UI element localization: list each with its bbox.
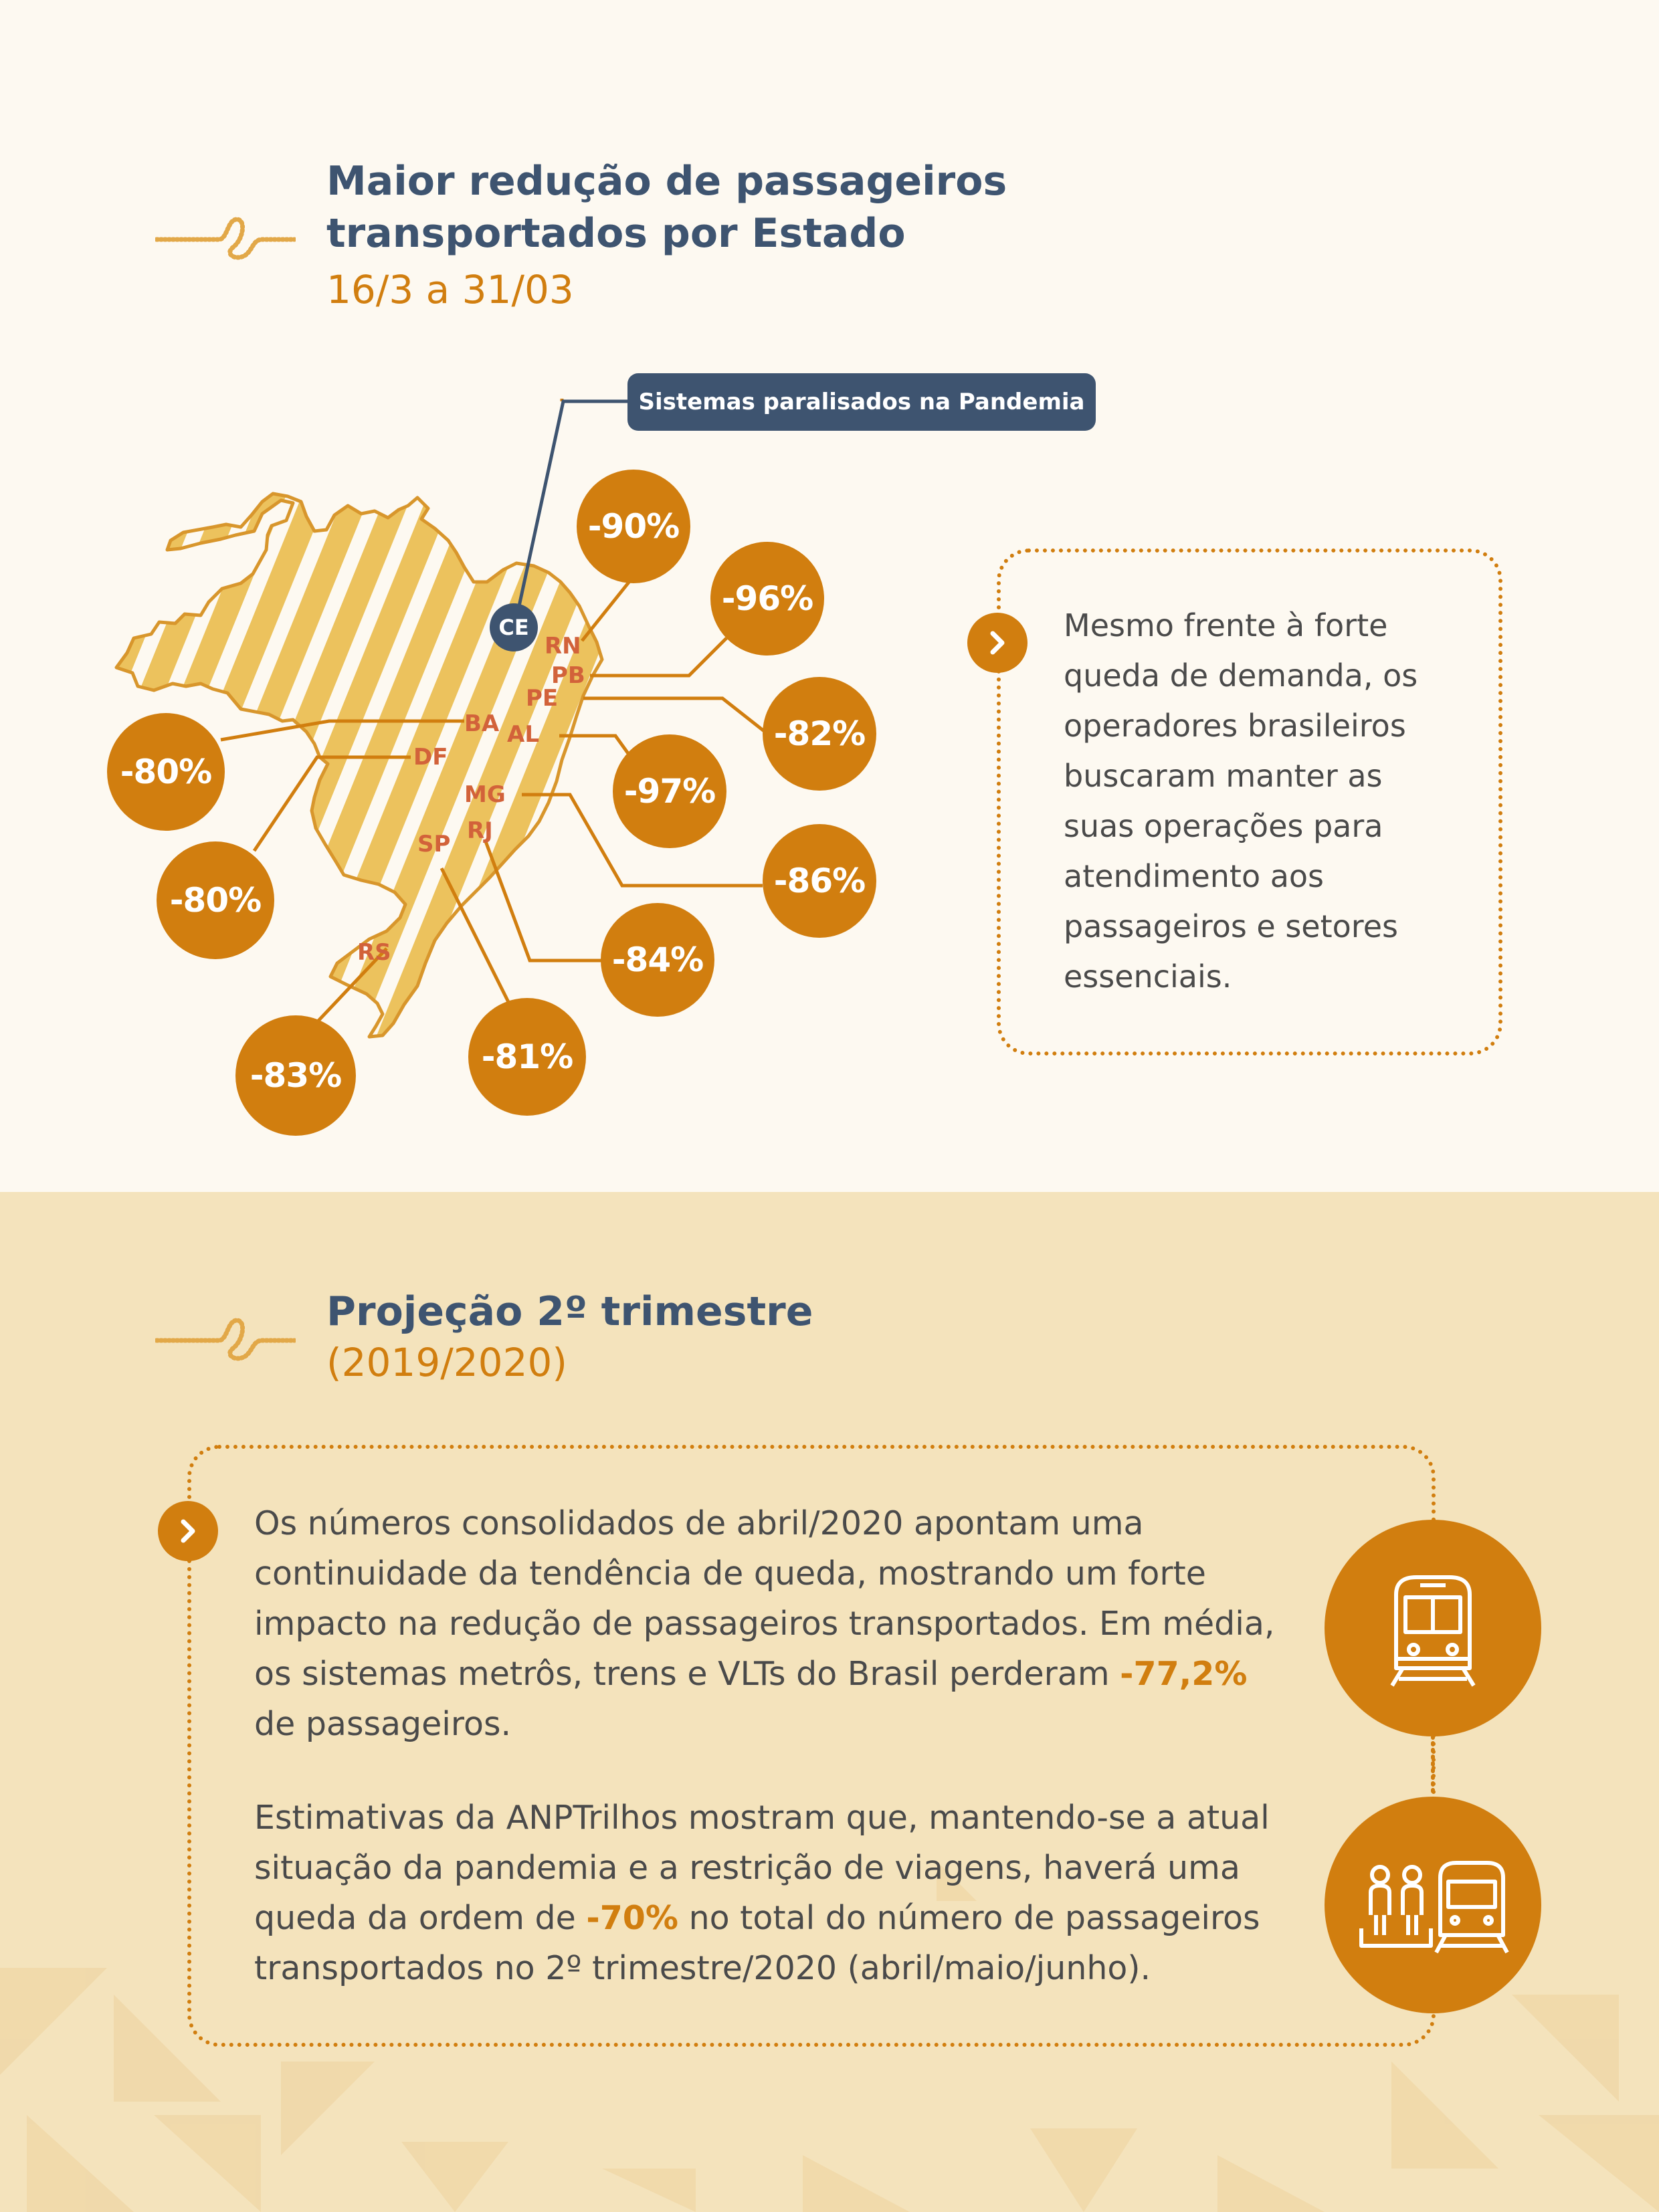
state-label-pe: PE — [526, 685, 559, 712]
p1-highlight: -77,2% — [1120, 1655, 1248, 1693]
projection-subtitle: (2019/2020) — [326, 1340, 568, 1385]
note-text: Mesmo frente à forte queda de demanda, os operadores brasileiros buscaram manter as suas operações para atendimento aos passageiros e setores essenciais. — [1064, 607, 1418, 995]
state-label-mg: MG — [464, 781, 506, 808]
bubble-pb — [710, 542, 824, 656]
state-label-ba: BA — [464, 710, 500, 737]
bubble-mg-value: -86% — [773, 862, 866, 900]
bubble-df — [157, 841, 274, 959]
section-title-line2: transportados por Estado — [326, 210, 906, 257]
passengers-train-icon — [1356, 1855, 1510, 1955]
p2-text-a: Estimativas da ANPTrilhos mostram que, mantendo-se a atual situação da pandemia e a restrição de viagens, haverá uma queda da ordem de — [254, 1799, 1270, 1937]
bubble-rj — [601, 903, 714, 1017]
p2-text-b: no total do número de passageiros transportados no 2º trimestre/2020 (abril/maio/junho). — [254, 1899, 1260, 1987]
bubble-sp — [468, 998, 586, 1116]
metro-train-icon — [1376, 1568, 1490, 1688]
projection-paragraph-2 — [254, 1793, 1298, 1993]
squiggle-icon-2 — [155, 1314, 296, 1367]
bubble-pe — [763, 677, 876, 791]
bubble-ba — [107, 713, 225, 831]
projection-paragraph-1 — [254, 1498, 1298, 1749]
bubble-sp-value: -81% — [481, 1037, 573, 1076]
passengers-train-circle — [1325, 1797, 1541, 2013]
projection-section — [0, 1192, 1659, 2212]
chevron-right-icon-2 — [158, 1501, 218, 1561]
ce-badge: CE — [490, 603, 538, 651]
bubble-rn-value: -90% — [587, 507, 680, 546]
p1-text-a: Os números consolidados de abril/2020 apontam uma continuidade da tendência de queda, mostrando um forte impacto na redução de passageiros transportados. Em média, os sistemas metrôs, trens e VLTs do Brasil perderam — [254, 1504, 1275, 1693]
section-subtitle: 16/3 a 31/03 — [326, 267, 574, 312]
state-label-rn: RN — [545, 633, 581, 660]
p1-text-b: de passageiros. — [254, 1705, 512, 1743]
bubble-pb-value: -96% — [721, 579, 813, 618]
icon-connector-dots — [1429, 1736, 1437, 1797]
bubble-rs-value: -83% — [250, 1056, 342, 1095]
state-label-sp: SP — [417, 831, 451, 858]
bubble-rs — [235, 1015, 356, 1136]
bubble-al — [613, 734, 726, 848]
bubble-df-value: -80% — [169, 881, 262, 920]
bubble-al-value: -97% — [623, 772, 716, 811]
projection-title: Projeção 2º trimestre — [326, 1288, 813, 1335]
bubble-mg — [763, 824, 876, 938]
bubble-pe-value: -82% — [773, 714, 866, 753]
section-title-line1: Maior redução de passageiros — [326, 158, 1007, 205]
chevron-right-icon — [967, 613, 1028, 673]
paralysed-systems-tag: Sistemas paralisados na Pandemia — [627, 373, 1096, 431]
state-label-rj: RJ — [467, 817, 493, 844]
bubble-rj-value: -84% — [611, 940, 704, 979]
bubble-ba-value: -80% — [120, 752, 212, 791]
state-label-al: AL — [507, 721, 539, 748]
p2-highlight: -70% — [586, 1899, 678, 1937]
state-label-rs: RS — [357, 939, 391, 966]
metro-train-circle — [1325, 1520, 1541, 1736]
bubble-rn — [577, 470, 690, 583]
state-label-pb: PB — [551, 662, 585, 689]
state-label-df: DF — [413, 744, 448, 771]
